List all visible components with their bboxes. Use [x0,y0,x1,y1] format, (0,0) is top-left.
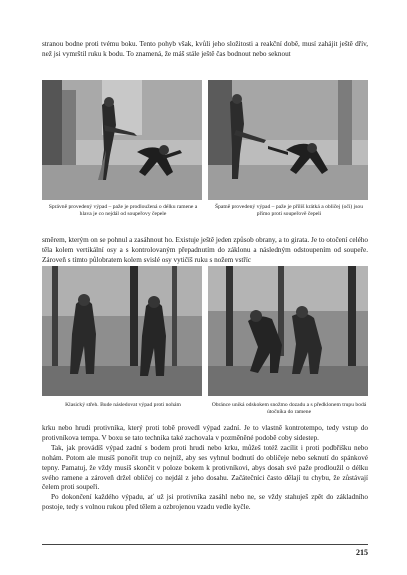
paragraph: směrem, kterým on se pohnul a zasáhnout ho. Existuje ještě jeden způsob obrany, a to girata. Je to otočení celého těla kolem vertikální osy a s kontrolovaným přepadnutím do záklonu a následným odstoupením od soupeře. Zároveň s tímto půlobratem kolem svislé osy vytičíš ruku s nožem vstříc [42,236,368,264]
paragraph: Tak, jak provádíš výpad zadní s bodem proti hrudi nebo krku, můžeš totéž zacílit i proti podbřišku nebo nohám. Potom ale musíš ponořit trup co nejníž, aby ses vyhnul bodnutí do obličeje nebo seknutí do spánkové tepny. Pamatuj, že vždy musíš skončit v poloze bokem k protivníkovi, abys dosah své paže prodloužil o délku svého ramene a zároveň držel obličej co nejdál z jeho dosahu. Začátečníci často dělají tu chybu, že zůstávají čelem proti soupeři. [42,443,368,492]
caption-photo-3: Klasický střeh. Bude následovat výpad proti nohám [65,402,181,408]
photo-correct-lunge [42,80,202,200]
footer-rule [42,544,368,545]
paragraph: krku nebo hrudi protivníka, který proti tobě provedl výpad zadní. Je to vlastně kontrotempo, tedy vstup do protivníkova tempa. V boxu se tato technika také zachovala v pozměněné podobě coby sidestep. [42,424,368,442]
caption-photo-1: Správně provedený výpad – paže je prodloužená o délku ramene a hlava je co nejdál od soupeřovy čepele [48,204,198,217]
paragraph: stranou bodne proti tvému boku. Tento pohyb však, kvůli jeho složitosti a reakční době, musí zahájit ještě dřív, než jsi vymrštil ruku k bodu. To znamená, že máš stále ještě čas bodnout nebo seknout [42,40,368,58]
photo-incorrect-lunge [208,80,368,200]
text-middle [42,236,368,266]
paragraph: Po dokončení každého výpadu, ať už jsi protivníka zasáhl nebo ne, se vždy stahuješ zpět do základního postoje, tedy s volnou rukou před tělem a ozbrojenou vzadu vedle kyčle. [42,493,368,512]
caption-photo-4: Obránce uniká odskokem snožmo dozadu a s předklonem trupu bodá útočníka do ramene [211,402,367,415]
caption-photo-2: Špatně provedený výpad – paže je příliš krátká a obličej (oči) jsou přímo proti soupeřově čepeli [214,204,364,217]
text-top [42,40,368,60]
photo-guard [42,266,202,396]
page-number: 215 [356,548,368,557]
photo-defense-jump [208,266,368,396]
text-bottom [42,424,368,513]
